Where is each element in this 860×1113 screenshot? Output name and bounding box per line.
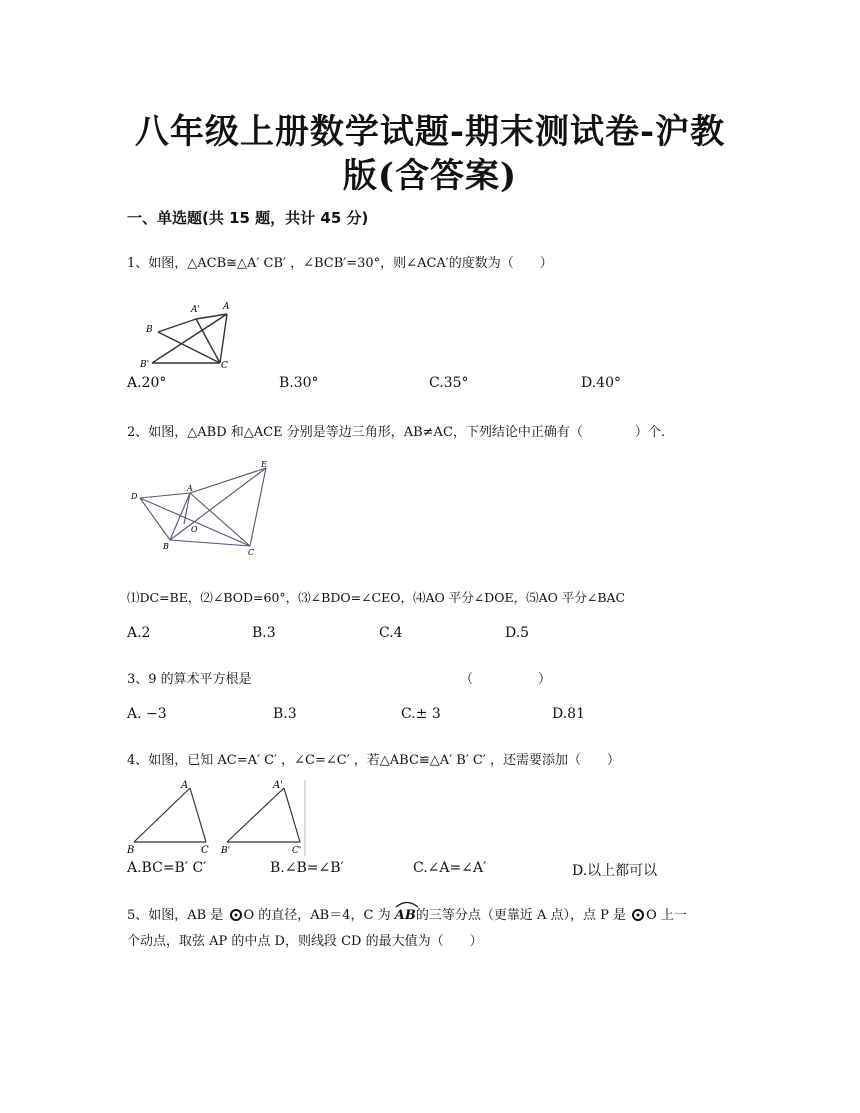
question-4-option-c: C.∠A=∠A′ — [413, 860, 487, 876]
label-b-prime: B' — [140, 360, 150, 370]
question-5-text-line1 — [127, 904, 687, 923]
question-2-option-a: A.2 — [127, 625, 151, 641]
question-1-option-d: D.40° — [581, 375, 621, 391]
question-5-part1: 5、如图，AB 是 — [127, 908, 224, 923]
label-b-prime: B' — [221, 846, 231, 856]
question-2-option-b: B.3 — [252, 625, 276, 641]
question-1-option-a: A.20° — [127, 375, 167, 391]
label-a-prime: A' — [191, 305, 200, 315]
question-3-text: 3、9 的算术平方根是 — [127, 672, 252, 687]
label-d: D — [131, 492, 138, 501]
question-4-option-b: B.∠B=∠B′ — [270, 860, 344, 876]
question-3-answer-paren: （ ） — [460, 672, 552, 687]
label-a: A — [187, 484, 193, 493]
question-3-option-a: A. −3 — [127, 706, 167, 722]
doc-title-line1: 八年级上册数学试题-期末测试卷-沪教 — [134, 112, 726, 152]
doc-title-line2: 版(含答案) — [342, 156, 518, 196]
question-5-part2: O 的直径，AB＝4，C 为 — [243, 908, 391, 923]
label-a-prime: A' — [273, 780, 283, 791]
arc-ab-label: AB — [395, 904, 416, 923]
circle-dot-icon — [230, 909, 242, 921]
question-1-option-c: C.35° — [429, 375, 469, 391]
question-3-option-d: D.81 — [552, 706, 585, 722]
question-4-text: 4、如图，已知 AC=A′ C′ ，∠C=∠C′ ，若△ABC≌△A′ B′ C′ ，还需要添加（ ） — [127, 753, 620, 768]
question-2-text: 2、如图，△ABD 和△ACE 分别是等边三角形，AB≠AC，下列结论中正确有（ ）个. — [127, 425, 666, 440]
label-c: C — [248, 548, 255, 557]
label-b: B — [163, 542, 169, 551]
arc-icon — [395, 900, 419, 908]
label-a: A — [181, 780, 189, 791]
label-e: E — [261, 460, 267, 469]
label-c: C — [221, 361, 228, 370]
circle-dot-icon — [632, 909, 644, 921]
question-4-option-d: D.以上都可以 — [572, 863, 658, 879]
question-2-option-c: C.4 — [379, 625, 403, 641]
question-1-figure — [133, 298, 243, 370]
label-o: O — [191, 525, 198, 534]
label-c: C — [201, 845, 209, 856]
question-3-option-c: C.± 3 — [401, 706, 441, 722]
question-2-figure — [128, 458, 278, 558]
question-2-conditions: ⑴DC=BE，⑵∠BOD=60°，⑶∠BDO=∠CEO，⑷AO 平分∠DOE，⑸AO 平分∠BAC — [127, 590, 626, 605]
label-b: B — [127, 845, 135, 856]
label-c-prime: C' — [292, 846, 302, 856]
question-5-part4: O 上一 — [646, 908, 687, 923]
question-3-option-b: B.3 — [273, 706, 297, 722]
question-4-option-a: A.BC=B′ C′ — [127, 860, 207, 876]
question-5-part3: 的三等分点（更靠近 A 点），点 P 是 — [415, 908, 626, 923]
question-5-text-line2: 个动点，取弦 AP 的中点 D，则线段 CD 的最大值为（ ） — [127, 934, 483, 949]
question-2-option-d: D.5 — [505, 625, 530, 641]
question-1-option-b: B.30° — [279, 375, 319, 391]
question-4-figure — [124, 778, 310, 858]
section-heading: 一、单选题(共 15 题，共计 45 分) — [127, 209, 369, 227]
question-1-text: 1、如图，△ACB≅△A′ CB′ ，∠BCB′=30°，则∠ACA′的度数为（ ） — [127, 256, 553, 271]
label-a: A — [223, 302, 230, 312]
label-b: B — [146, 325, 153, 335]
